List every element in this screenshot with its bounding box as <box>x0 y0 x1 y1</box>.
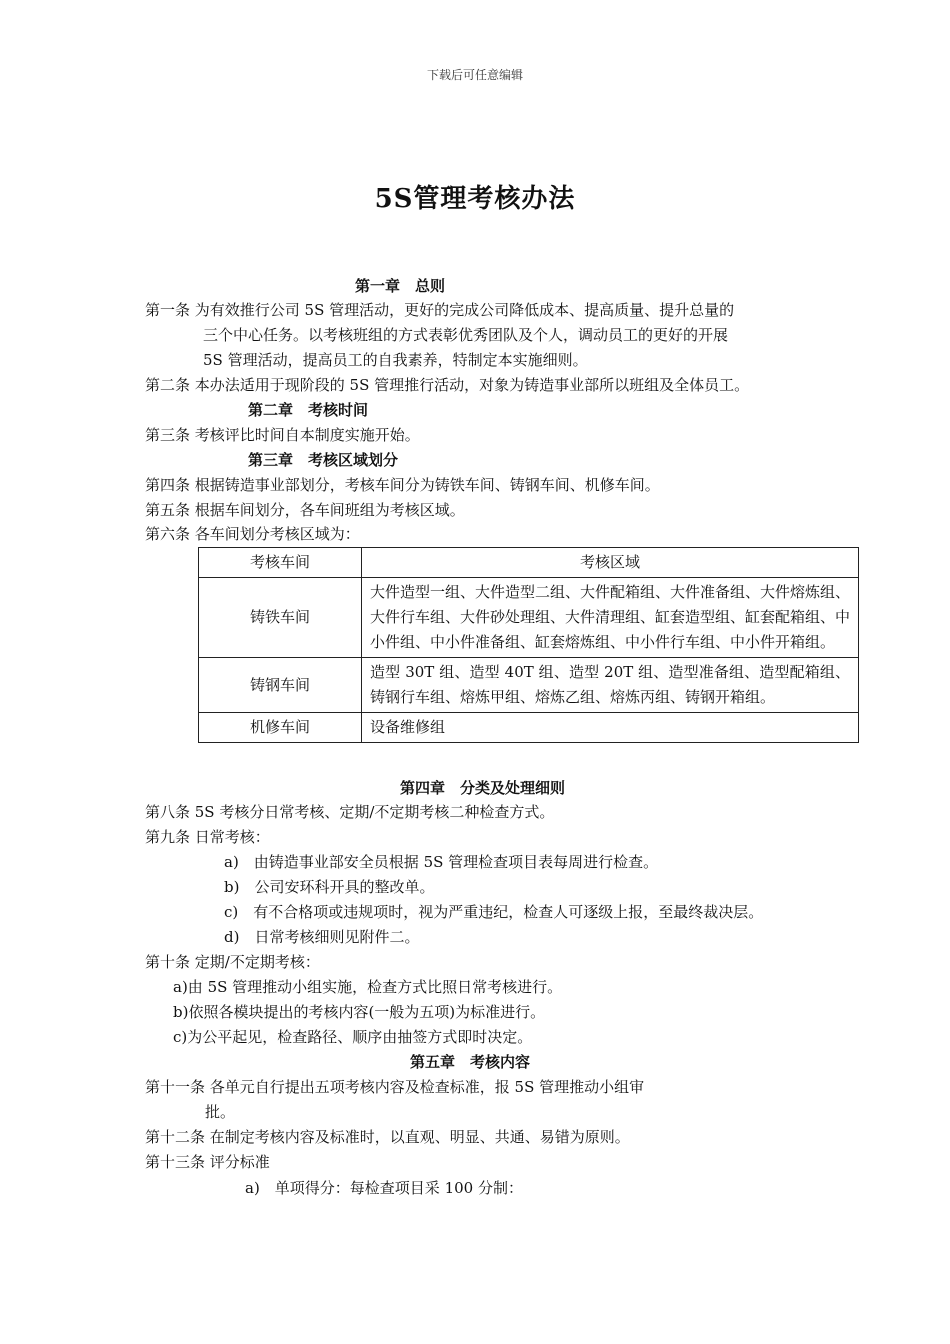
document-title: 5S管理考核办法 <box>374 184 576 214</box>
page-header: 下载后可任意编辑 <box>426 68 523 82</box>
article-10: 第十条 定期/不定期考核： <box>145 953 320 971</box>
article-2: 第二条 本办法适用于现阶段的 5S 管理推行活动，对象为铸造事业部所以班组及全体员工。 <box>145 376 750 394</box>
table-cell-area: 设备维修组 <box>362 713 859 743</box>
article-4: 第四条 根据铸造事业部划分，考核车间分为铸铁车间、铸钢车间、机修车间。 <box>145 476 660 494</box>
table-row <box>199 658 859 713</box>
chapter-3-heading: 第三章 考核区域划分 <box>248 451 399 469</box>
chapter-1-heading: 第一章 总则 <box>355 277 446 295</box>
article-13: 第十三条 评分标准 <box>145 1153 270 1171</box>
table-header-area: 考核区域 <box>362 548 859 578</box>
article-5: 第五条 根据车间划分，各车间班组为考核区域。 <box>145 501 465 519</box>
article-11-line-2: 批。 <box>205 1103 236 1121</box>
table-cell-workshop: 机修车间 <box>199 713 362 743</box>
article-6: 第六条 各车间划分考核区域为： <box>145 525 360 543</box>
article-11-line-1: 第十一条 各单元自行提出五项考核内容及检查标准，报 5S 管理推动小组审 <box>145 1078 645 1096</box>
article-10-item-c: c)为公平起见，检查路径、顺序由抽签方式即时决定。 <box>173 1028 533 1046</box>
article-9-item-a: a) 由铸造事业部安全员根据 5S 管理检查项目表每周进行检查。 <box>224 853 659 871</box>
table-cell-area: 大件造型一组、大件造型二组、大件配箱组、大件准备组、大件熔炼组、大件行车组、大件砂处理组、大件清理组、缸套造型组、缸套配箱组、中小件组、中小件准备组、缸套熔炼组、中小件行车组、中小件开箱组。 <box>362 578 859 658</box>
table-row <box>199 578 859 658</box>
table-row <box>199 713 859 743</box>
article-9-item-d: d) 日常考核细则见附件二。 <box>224 928 420 946</box>
article-10-item-a: a)由 5S 管理推动小组实施，检查方式比照日常考核进行。 <box>173 978 563 996</box>
table-header-workshop: 考核车间 <box>199 548 362 578</box>
chapter-4-heading: 第四章 分类及处理细则 <box>400 779 566 797</box>
table-cell-workshop: 铸铁车间 <box>199 578 362 658</box>
article-12: 第十二条 在制定考核内容及标准时，以直观、明显、共通、易错为原则。 <box>145 1128 630 1146</box>
article-1-line-3: 5S 管理活动，提高员工的自我素养，特制定本实施细则。 <box>203 351 588 369</box>
article-9-item-b: b) 公司安环科开具的整改单。 <box>224 878 435 896</box>
chapter-2-heading: 第二章 考核时间 <box>248 401 369 419</box>
article-8: 第八条 5S 考核分日常考核、定期/不定期考核二种检查方式。 <box>145 803 555 821</box>
article-1-line-1: 第一条 为有效推行公司 5S 管理活动，更好的完成公司降低成本、提高质量、提升总量的 <box>145 301 735 319</box>
chapter-5-heading: 第五章 考核内容 <box>410 1053 531 1071</box>
article-10-item-b: b)依照各模块提出的考核内容(一般为五项)为标准进行。 <box>173 1003 546 1021</box>
article-3: 第三条 考核评比时间自本制度实施开始。 <box>145 426 420 444</box>
article-13-item-a: a) 单项得分：每检查项目采 100 分制： <box>245 1179 523 1197</box>
table-cell-area: 造型 30T 组、造型 40T 组、造型 20T 组、造型准备组、造型配箱组、铸钢行车组、熔炼甲组、熔炼乙组、熔炼丙组、铸钢开箱组。 <box>362 658 859 713</box>
assessment-area-table <box>198 547 859 743</box>
table-cell-workshop: 铸钢车间 <box>199 658 362 713</box>
article-1-line-2: 三个中心任务。以考核班组的方式表彰优秀团队及个人，调动员工的更好的开展 <box>203 326 729 344</box>
article-9: 第九条 日常考核： <box>145 828 270 846</box>
article-9-item-c: c) 有不合格项或违规项时，视为严重违纪，检查人可逐级上报，至最终裁决层。 <box>224 903 764 921</box>
table-header-row <box>199 548 859 578</box>
